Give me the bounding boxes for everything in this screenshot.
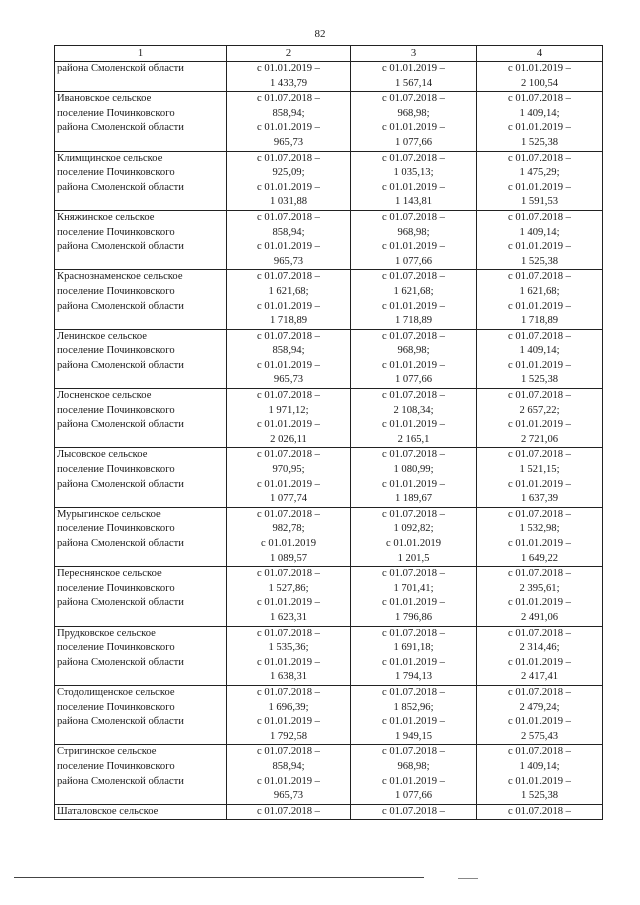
tariff-cell-col4 <box>477 567 603 626</box>
column-header-3: 3 <box>351 46 477 62</box>
tariff-line: с 01.07.2018 – <box>382 805 445 817</box>
tariff-line: с 01.01.2019 – <box>382 419 445 431</box>
tariff-cell-col4 <box>477 210 603 269</box>
settlement-name-line: поселение Починковского <box>57 760 175 772</box>
tariff-line: 1 031,88 <box>269 196 308 208</box>
tariff-line: 1 637,39 <box>520 493 559 505</box>
tariff-cell-col3 <box>351 62 477 92</box>
tariff-line: с 01.01.2019 – <box>508 300 571 312</box>
tariff-cell-col3 <box>351 270 477 329</box>
table-header-row <box>55 46 603 62</box>
tariff-line: с 01.07.2018 – <box>257 390 320 402</box>
table-row <box>55 210 603 269</box>
tariff-line: с 01.07.2018 – <box>508 449 571 461</box>
tariff-line: 1 089,57 <box>269 552 308 564</box>
tariff-line: с 01.07.2018 – <box>382 508 445 520</box>
table-row <box>55 685 603 744</box>
table-row <box>55 745 603 804</box>
settlement-name-line: Ленинское сельское <box>57 330 147 342</box>
tariff-cell-col3 <box>351 626 477 685</box>
settlement-name-line: района Смоленской области <box>57 359 184 371</box>
tariff-line: 1 623,31 <box>269 611 308 623</box>
tariff-cell-col3 <box>351 92 477 151</box>
tariff-line: 1 077,66 <box>394 790 433 802</box>
tariff-line: с 01.07.2018 – <box>257 152 320 164</box>
tariff-cell-col2 <box>227 151 351 210</box>
table-row <box>55 567 603 626</box>
tariff-cell-col3 <box>351 745 477 804</box>
settlement-name-cell <box>55 270 227 329</box>
settlement-name-line: Стригинское сельское <box>57 746 157 758</box>
settlement-name-cell <box>55 626 227 685</box>
tariff-line: 2 026,11 <box>270 433 307 445</box>
tariff-line: с 01.07.2018 – <box>257 627 320 639</box>
tariff-line: с 01.07.2018 – <box>257 805 320 817</box>
tariff-cell-col2 <box>227 210 351 269</box>
settlement-name-cell <box>55 329 227 388</box>
tariff-line: с 01.07.2018 – <box>508 805 571 817</box>
settlement-name-line: района Смоленской области <box>57 419 184 431</box>
footer-mark <box>458 878 478 879</box>
tariff-line: с 01.01.2019 – <box>257 122 320 134</box>
tariff-line: с 01.01.2019 <box>260 538 317 549</box>
tariff-cell-col2 <box>227 389 351 448</box>
tariff-line: 1 971,12; <box>268 404 309 416</box>
tariff-line: с 01.07.2018 – <box>257 271 320 283</box>
settlement-name-cell <box>55 507 227 566</box>
tariff-cell-col4 <box>477 626 603 685</box>
tariff-cell-col3 <box>351 389 477 448</box>
tariff-line: с 01.01.2019 – <box>382 478 445 490</box>
settlement-name-line: поселение Починковского <box>57 226 175 238</box>
tariff-line: 1 852,96; <box>393 701 434 713</box>
settlement-name-cell <box>55 151 227 210</box>
tariff-line: с 01.01.2019 – <box>257 478 320 490</box>
tariff-line: 2 491,06 <box>520 611 559 623</box>
tariff-line: с 01.07.2018 – <box>508 568 571 580</box>
tariff-cell-col2 <box>227 804 351 820</box>
tariff-line: 1 035,13; <box>393 167 434 179</box>
tariff-line: с 01.01.2019 – <box>382 181 445 193</box>
settlement-name-cell <box>55 92 227 151</box>
tariff-line: 1 591,53 <box>520 196 559 208</box>
tariff-line: с 01.07.2018 – <box>508 627 571 639</box>
settlement-name-line: Шаталовское сельское <box>57 805 159 817</box>
tariff-line: с 01.01.2019 – <box>382 300 445 312</box>
tariff-line: 1 092,82; <box>393 523 434 535</box>
tariff-cell-col4 <box>477 745 603 804</box>
tariff-line: 1 532,98; <box>519 523 560 535</box>
tariff-line: 1 949,15 <box>394 730 433 742</box>
settlement-name-line: поселение Починковского <box>57 107 175 119</box>
settlement-name-cell <box>55 685 227 744</box>
tariff-line: 1 433,79 <box>269 77 308 89</box>
tariff-line: 965,73 <box>273 136 304 148</box>
footer-divider <box>14 877 424 878</box>
tariff-cell-col4 <box>477 270 603 329</box>
tariff-line: с 01.07.2018 – <box>382 568 445 580</box>
tariff-line: 2 721,06 <box>520 433 559 445</box>
settlement-name-line: Стодолищенское сельское <box>57 686 175 698</box>
table-row <box>55 329 603 388</box>
tariff-line: с 01.01.2019 – <box>382 122 445 134</box>
tariff-line: с 01.01.2019 – <box>508 478 571 490</box>
tariff-line: 2 479,24; <box>519 701 560 713</box>
tariff-line: с 01.01.2019 – <box>382 716 445 728</box>
tariff-cell-col4 <box>477 389 603 448</box>
tariff-line: 1 718,89 <box>520 315 559 327</box>
tariff-table <box>54 45 603 820</box>
tariff-line: с 01.07.2018 – <box>508 330 571 342</box>
settlement-name-line: района Смоленской области <box>57 538 184 549</box>
settlement-name-line: Переснянское сельское <box>57 568 162 580</box>
tariff-line: с 01.01.2019 – <box>382 241 445 253</box>
tariff-line: 968,98; <box>397 345 430 357</box>
settlement-name-line: Ивановское сельское <box>57 93 152 105</box>
tariff-cell-col2 <box>227 270 351 329</box>
table-row <box>55 389 603 448</box>
settlement-name-line: поселение Починковского <box>57 582 175 594</box>
table-row <box>55 151 603 210</box>
settlement-name-line: поселение Починковского <box>57 167 175 179</box>
table-row <box>55 507 603 566</box>
tariff-line: 1 649,22 <box>520 552 559 564</box>
tariff-line: с 01.07.2018 – <box>508 390 571 402</box>
tariff-line: с 01.01.2019 – <box>382 775 445 787</box>
tariff-line: 968,98; <box>397 107 430 119</box>
tariff-line: с 01.07.2018 – <box>382 271 445 283</box>
tariff-line: с 01.01.2019 – <box>508 181 571 193</box>
tariff-line: с 01.07.2018 – <box>382 449 445 461</box>
tariff-line: с 01.07.2018 – <box>508 686 571 698</box>
tariff-line: с 01.07.2018 – <box>382 746 445 758</box>
tariff-cell-col4 <box>477 151 603 210</box>
table-row <box>55 62 603 92</box>
table-row <box>55 804 603 820</box>
tariff-line: с 01.07.2018 – <box>508 508 571 520</box>
tariff-cell-col2 <box>227 507 351 566</box>
tariff-cell-col3 <box>351 507 477 566</box>
tariff-line: 1 701,41; <box>393 582 434 594</box>
tariff-line: с 01.01.2019 – <box>508 122 571 134</box>
settlement-name-line: Княжинское сельское <box>57 211 155 223</box>
tariff-line: с 01.07.2018 – <box>508 93 571 105</box>
settlement-name-line: поселение Починковского <box>57 404 175 416</box>
settlement-name-line: поселение Починковского <box>57 345 175 357</box>
tariff-line: с 01.01.2019 – <box>382 656 445 668</box>
tariff-line: с 01.07.2018 – <box>382 330 445 342</box>
tariff-line: с 01.01.2019 – <box>257 300 320 312</box>
table-row <box>55 270 603 329</box>
tariff-cell-col3 <box>351 804 477 820</box>
tariff-line: 858,94; <box>272 760 305 772</box>
tariff-line: 2 575,43 <box>520 730 559 742</box>
tariff-line: с 01.01.2019 – <box>508 597 571 609</box>
tariff-line: 1 521,15; <box>519 464 560 476</box>
tariff-line: 1 718,89 <box>394 315 433 327</box>
tariff-cell-col3 <box>351 685 477 744</box>
settlement-name-line: района Смоленской области <box>57 597 184 609</box>
tariff-cell-col4 <box>477 804 603 820</box>
tariff-line: с 01.07.2018 – <box>382 390 445 402</box>
tariff-line: 1 409,14; <box>519 760 560 772</box>
tariff-line: 1 621,68; <box>268 285 309 297</box>
tariff-line: 1 077,66 <box>394 255 433 267</box>
tariff-line: 965,73 <box>273 374 304 386</box>
tariff-line: 1 638,31 <box>269 671 308 683</box>
settlement-name-line: поселение Починковского <box>57 285 175 297</box>
tariff-line: с 01.07.2018 – <box>257 568 320 580</box>
tariff-line: 1 409,14; <box>519 107 560 119</box>
column-header-1: 1 <box>55 46 227 62</box>
tariff-line: 1 189,67 <box>394 493 433 505</box>
tariff-line: 1 525,38 <box>520 255 559 267</box>
tariff-line: с 01.01.2019 – <box>382 597 445 609</box>
tariff-cell-col2 <box>227 329 351 388</box>
tariff-line: с 01.07.2018 – <box>257 746 320 758</box>
settlement-name-line: поселение Починковского <box>57 701 175 713</box>
tariff-line: с 01.07.2018 – <box>257 449 320 461</box>
tariff-line: 1 696,39; <box>268 701 309 713</box>
settlement-name-cell <box>55 745 227 804</box>
table-body <box>55 62 603 820</box>
tariff-cell-col3 <box>351 151 477 210</box>
tariff-line: 1 143,81 <box>394 196 433 208</box>
settlement-name-line: поселение Починковского <box>57 523 175 535</box>
tariff-line: с 01.01.2019 – <box>508 63 571 74</box>
tariff-line: с 01.07.2018 – <box>508 746 571 758</box>
tariff-line: 858,94; <box>272 107 305 119</box>
tariff-line: 1 621,68; <box>393 285 434 297</box>
settlement-name-cell <box>55 567 227 626</box>
tariff-line: 1 794,13 <box>394 671 433 683</box>
settlement-name-cell <box>55 210 227 269</box>
settlement-name-line: поселение Починковского <box>57 464 175 476</box>
tariff-line: 2 108,34; <box>393 404 434 416</box>
tariff-line: 2 395,61; <box>519 582 560 594</box>
tariff-cell-col3 <box>351 329 477 388</box>
tariff-line: 2 657,22; <box>519 404 560 416</box>
tariff-line: с 01.07.2018 – <box>508 271 571 283</box>
tariff-cell-col2 <box>227 626 351 685</box>
tariff-line: 1 475,29; <box>519 167 560 179</box>
tariff-line: 1 409,14; <box>519 226 560 238</box>
tariff-line: 1 527,86; <box>268 582 309 594</box>
settlement-name-cell <box>55 448 227 507</box>
tariff-cell-col2 <box>227 62 351 92</box>
tariff-line: 970,95; <box>272 464 305 476</box>
settlement-name-line: Климщинское сельское <box>57 152 163 164</box>
settlement-name-cell <box>55 804 227 820</box>
tariff-line: с 01.01.2019 – <box>508 716 571 728</box>
tariff-line: с 01.01.2019 – <box>257 63 320 74</box>
settlement-name-cell <box>55 389 227 448</box>
tariff-line: 1 525,38 <box>520 136 559 148</box>
settlement-name-line: Лосненское сельское <box>57 390 152 402</box>
settlement-name-line: поселение Починковского <box>57 642 175 654</box>
tariff-line: с 01.01.2019 – <box>508 241 571 253</box>
tariff-line: с 01.01.2019 – <box>382 359 445 371</box>
tariff-line: с 01.01.2019 – <box>508 419 571 431</box>
tariff-line: с 01.07.2018 – <box>257 330 320 342</box>
settlement-name-line: Мурыгинское сельское <box>57 508 161 520</box>
settlement-name-line: района Смоленской области <box>57 122 184 134</box>
tariff-line: 1 077,66 <box>394 374 433 386</box>
tariff-line: с 01.07.2018 – <box>382 211 445 223</box>
tariff-line: с 01.07.2018 – <box>257 211 320 223</box>
tariff-line: 1 080,99; <box>393 464 434 476</box>
tariff-cell-col2 <box>227 92 351 151</box>
column-header-4: 4 <box>477 46 603 62</box>
tariff-cell-col2 <box>227 567 351 626</box>
tariff-line: с 01.07.2018 – <box>382 686 445 698</box>
tariff-line: с 01.07.2018 – <box>508 152 571 164</box>
tariff-cell-col2 <box>227 448 351 507</box>
tariff-cell-col3 <box>351 210 477 269</box>
settlement-name-line: Краснознаменское сельское <box>57 271 183 283</box>
settlement-name-line: района Смоленской области <box>57 716 184 728</box>
tariff-cell-col2 <box>227 745 351 804</box>
tariff-line: с 01.01.2019 – <box>508 656 571 668</box>
tariff-line: с 01.07.2018 – <box>382 93 445 105</box>
tariff-line: с 01.07.2018 – <box>257 508 320 520</box>
column-header-2: 2 <box>227 46 351 62</box>
tariff-line: 858,94; <box>272 345 305 357</box>
settlement-name-line: района Смоленской области <box>57 656 184 668</box>
tariff-line: 968,98; <box>397 226 430 238</box>
tariff-line: с 01.01.2019 – <box>257 241 320 253</box>
tariff-line: с 01.07.2018 – <box>382 627 445 639</box>
tariff-line: 1 409,14; <box>519 345 560 357</box>
tariff-line: 965,73 <box>273 255 304 267</box>
tariff-line: с 01.01.2019 – <box>257 597 320 609</box>
tariff-line: 2 417,41 <box>520 671 559 683</box>
tariff-cell-col4 <box>477 507 603 566</box>
tariff-line: 1 077,66 <box>394 136 433 148</box>
table-row <box>55 448 603 507</box>
settlement-name-line: района Смоленской области <box>57 181 184 193</box>
settlement-name-line: района Смоленской области <box>57 241 184 253</box>
settlement-name-line: района Смоленской области <box>57 63 184 74</box>
tariff-line: с 01.01.2019 – <box>257 775 320 787</box>
tariff-line: 925,09; <box>272 167 305 179</box>
tariff-line: 968,98; <box>397 760 430 772</box>
tariff-line: 1 077,74 <box>269 493 308 505</box>
settlement-name-line: района Смоленской области <box>57 775 184 787</box>
tariff-line: с 01.01.2019 – <box>257 181 320 193</box>
tariff-line: 2 314,46; <box>519 642 560 654</box>
tariff-cell-col4 <box>477 92 603 151</box>
tariff-line: с 01.07.2018 – <box>508 211 571 223</box>
tariff-line: 965,73 <box>273 790 304 802</box>
tariff-line: с 01.01.2019 <box>385 538 442 549</box>
table-row <box>55 626 603 685</box>
tariff-line: с 01.01.2019 – <box>257 359 320 371</box>
tariff-line: 1 535,36; <box>268 642 309 654</box>
tariff-line: 1 525,38 <box>520 374 559 386</box>
tariff-cell-col2 <box>227 685 351 744</box>
tariff-line: 2 165,1 <box>397 433 430 445</box>
tariff-line: с 01.01.2019 – <box>508 538 571 549</box>
tariff-line: 1 718,89 <box>269 315 308 327</box>
settlement-name-cell <box>55 62 227 92</box>
tariff-line: с 01.07.2018 – <box>382 152 445 164</box>
tariff-line: 2 100,54 <box>520 77 559 89</box>
settlement-name-line: Прудковское сельское <box>57 627 156 639</box>
page-number: 82 <box>314 28 326 40</box>
tariff-line: с 01.01.2019 – <box>257 716 320 728</box>
tariff-line: 1 621,68; <box>519 285 560 297</box>
tariff-line: с 01.07.2018 – <box>257 686 320 698</box>
tariff-line: с 01.07.2018 – <box>257 93 320 105</box>
tariff-line: 1 792,58 <box>269 730 308 742</box>
tariff-line: 1 525,38 <box>520 790 559 802</box>
tariff-cell-col4 <box>477 685 603 744</box>
tariff-cell-col4 <box>477 62 603 92</box>
tariff-line: 1 691,18; <box>393 642 434 654</box>
tariff-line: с 01.01.2019 – <box>508 359 571 371</box>
tariff-line: 982,78; <box>272 523 305 535</box>
tariff-line: 1 567,14 <box>394 77 433 89</box>
settlement-name-line: Лысовское сельское <box>57 449 148 461</box>
tariff-cell-col4 <box>477 448 603 507</box>
tariff-line: с 01.01.2019 – <box>382 63 445 74</box>
tariff-line: с 01.01.2019 – <box>508 775 571 787</box>
tariff-line: с 01.01.2019 – <box>257 419 320 431</box>
tariff-cell-col3 <box>351 448 477 507</box>
tariff-cell-col3 <box>351 567 477 626</box>
tariff-line: 1 796,86 <box>394 611 433 623</box>
tariff-line: 858,94; <box>272 226 305 238</box>
tariff-line: 1 201,5 <box>397 552 430 564</box>
tariff-line: с 01.01.2019 – <box>257 656 320 668</box>
table-row <box>55 92 603 151</box>
settlement-name-line: района Смоленской области <box>57 478 184 490</box>
settlement-name-line: района Смоленской области <box>57 300 184 312</box>
tariff-cell-col4 <box>477 329 603 388</box>
